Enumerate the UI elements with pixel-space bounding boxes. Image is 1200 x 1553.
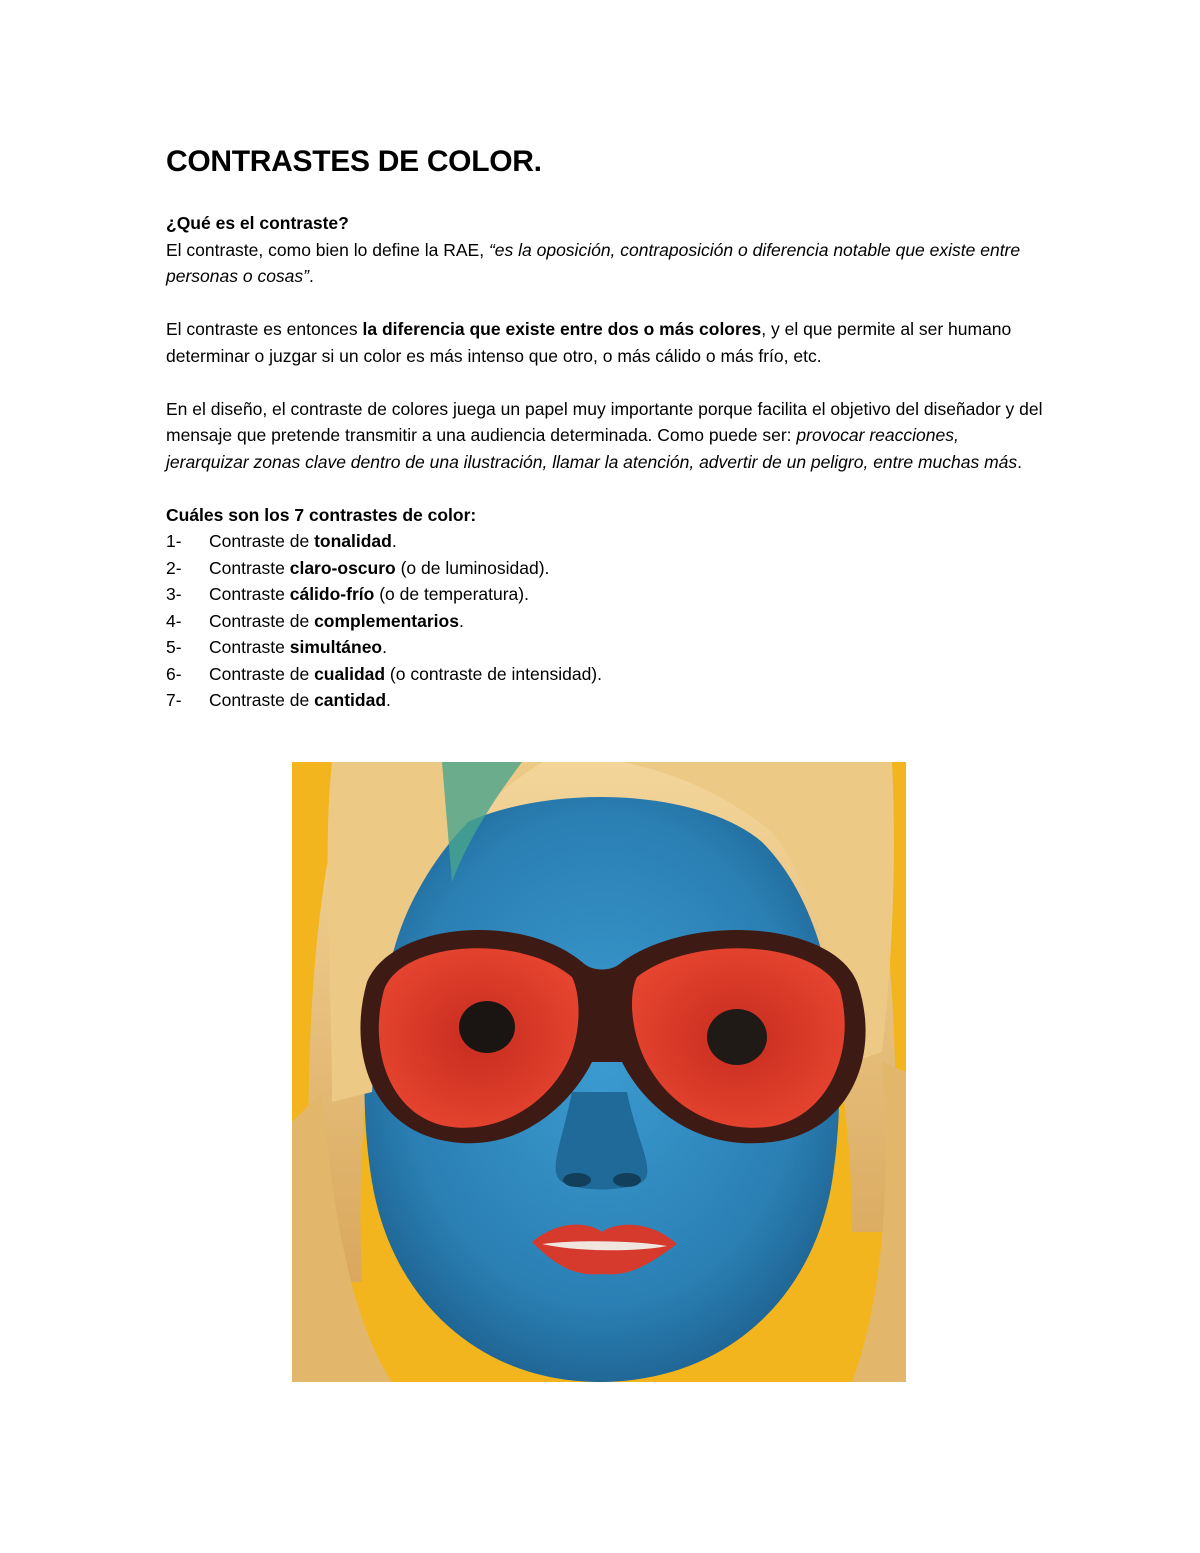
contrast-text-c: , y el que permite al ser humano determinar o juzgar si un color es más intenso que otro, o más cálido o más frío, etc. <box>166 319 1012 366</box>
definition-quote: “es la oposición, contraposición o diferencia notable que existe entre personas o cosas” <box>166 239 1021 286</box>
list-item-text: Contraste simultáneo. <box>209 637 387 657</box>
list-item-text: Contraste claro-oscuro (o de luminosidad). <box>209 557 550 578</box>
list-item-number: 4- <box>166 610 182 631</box>
pop-art-portrait-image <box>292 762 906 1382</box>
definition-lead: El contraste, como bien lo define la RAE, <box>166 239 489 260</box>
list-item <box>166 661 1046 688</box>
list-item-number: 5- <box>166 637 182 657</box>
contrast-list <box>166 528 1046 714</box>
list-item <box>166 528 1046 555</box>
list-item-number: 3- <box>166 584 182 604</box>
document-body <box>166 140 1046 714</box>
list-item-text: Contraste cálido-frío (o de temperatura). <box>209 584 529 604</box>
list-item <box>166 581 1046 608</box>
list-item-text: Contraste de cualidad (o contraste de intensidad). <box>209 663 602 684</box>
list-item <box>166 608 1046 635</box>
list-item-number: 2- <box>166 557 182 578</box>
contrast-text-a: El contraste es entonces <box>166 319 363 339</box>
contrast-text-bold: la diferencia que existe entre dos o más colores <box>362 319 762 339</box>
list-item <box>166 555 1046 582</box>
definition-end: . <box>309 266 314 286</box>
list-item-number: 7- <box>166 690 182 710</box>
design-text-c: . <box>1017 451 1023 472</box>
definition-paragraph <box>166 237 1046 290</box>
list-item-text: Contraste de tonalidad. <box>209 531 397 551</box>
contrast-paragraph <box>166 316 1046 369</box>
list-item-number: 6- <box>166 663 182 684</box>
page-title: CONTRASTES DE COLOR. <box>166 145 542 178</box>
list-item <box>166 687 1046 714</box>
question-heading: ¿Qué es el contraste? <box>166 213 349 233</box>
list-item-number: 1- <box>166 531 182 551</box>
list-item <box>166 634 1046 661</box>
list-item-text: Contraste de complementarios. <box>209 610 464 631</box>
list-heading: Cuáles son los 7 contrastes de color: <box>166 504 477 525</box>
list-item-text: Contraste de cantidad. <box>209 690 391 710</box>
design-text-a: En el diseño, el contraste de colores juega un papel muy importante porque facilita el objetivo del diseñador y del mensaje que pretende transmitir a una audiencia determinada. Como puede ser: <box>166 398 1043 445</box>
design-text-italic: provocar reacciones, jerarquizar zonas clave dentro de una ilustración, llamar la atención, advertir de un peligro, entre muchas más <box>166 425 1018 472</box>
design-paragraph <box>166 396 1046 476</box>
